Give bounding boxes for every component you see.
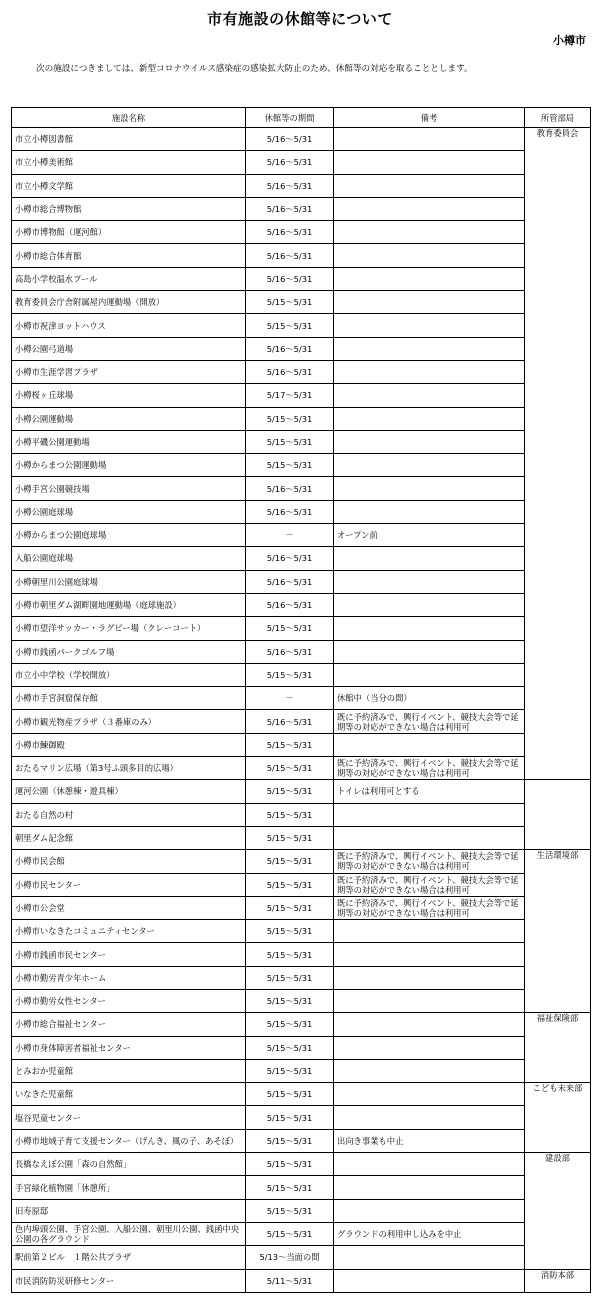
notes-cell: 休館中（当分の間） [334, 687, 525, 710]
facility-name-cell: 小樽手宮公園競技場 [12, 477, 246, 500]
notes-cell: オープン前 [334, 524, 525, 547]
closure-period-cell: 5/15～5/31 [246, 1036, 334, 1059]
header-closure-period: 休館等の期間 [246, 108, 334, 128]
closure-period-cell: 5/16～5/31 [246, 267, 334, 290]
notes-cell [334, 314, 525, 337]
table-row [12, 221, 591, 244]
notes-cell [334, 430, 525, 453]
facility-name-cell: 市立小中学校（学校開放） [12, 663, 246, 686]
closure-period-cell: 5/15～5/31 [246, 617, 334, 640]
closure-period-cell: 5/15～5/31 [246, 803, 334, 826]
closure-period-cell: 5/16～5/31 [246, 547, 334, 570]
table-row [12, 687, 591, 710]
closure-period-cell: 5/15～5/31 [246, 1129, 334, 1152]
facility-name-cell: 手宮緑化植物園「休憩所」 [12, 1176, 246, 1199]
table-row [12, 128, 591, 151]
header-facility-name: 施設名称 [12, 108, 246, 128]
table-row [12, 244, 591, 267]
notes-cell: 既に予約済みで、興行イベント、競技大会等で延期等の対応ができない場合は利用可 [334, 896, 525, 919]
notes-cell: 既に予約済みで、興行イベント、競技大会等で延期等の対応ができない場合は利用可 [334, 710, 525, 733]
notes-cell [334, 384, 525, 407]
table-row [12, 850, 591, 873]
closure-period-cell: 5/15～5/31 [246, 757, 334, 780]
notes-cell [334, 151, 525, 174]
facility-name-cell: 小樽市生涯学習プラザ [12, 360, 246, 383]
closure-period-cell: 5/16～5/31 [246, 128, 334, 151]
table-row [12, 780, 591, 803]
table-row [12, 1013, 591, 1036]
closure-period-cell: 5/15～5/31 [246, 920, 334, 943]
facility-name-cell: 小樽市鰊御殿 [12, 733, 246, 756]
facility-name-cell: 長橋なえぼ公園「森の自然館」 [12, 1153, 246, 1176]
closure-period-cell: 5/15～5/31 [246, 733, 334, 756]
closure-period-cell: 5/15～5/31 [246, 291, 334, 314]
table-body [12, 128, 591, 1293]
facility-name-cell: 市民消防防災研修センター [12, 1269, 246, 1292]
table-header-row [12, 108, 591, 128]
facility-name-cell: 小樽市総合福祉センター [12, 1013, 246, 1036]
table-row [12, 151, 591, 174]
closure-period-cell: 5/16～5/31 [246, 174, 334, 197]
table-row [12, 593, 591, 616]
table-row [12, 989, 591, 1012]
facility-name-cell: 小樽市総合博物館 [12, 197, 246, 220]
department-cell: 生活環境部 [525, 850, 591, 1013]
table-row [12, 663, 591, 686]
facility-name-cell: 小樽朝里川公園庭球場 [12, 570, 246, 593]
notes-cell [334, 547, 525, 570]
notes-cell [334, 1106, 525, 1129]
notes-cell [334, 920, 525, 943]
facility-name-cell: 小樽からまつ公園庭球場 [12, 524, 246, 547]
facility-closure-table [11, 107, 591, 1293]
closure-period-cell: 5/16～5/31 [246, 477, 334, 500]
notes-cell: 出向き事業も中止 [334, 1129, 525, 1152]
notes-cell [334, 221, 525, 244]
department-cell: こども未来部 [525, 1083, 591, 1153]
closure-period-cell: 5/15～5/31 [246, 1153, 334, 1176]
notes-cell [334, 500, 525, 523]
notes-cell [334, 826, 525, 849]
notes-cell [334, 1036, 525, 1059]
notes-cell [334, 407, 525, 430]
notes-cell [334, 1246, 525, 1269]
closure-period-cell: 5/15～5/31 [246, 896, 334, 919]
table-row [12, 500, 591, 523]
table-row [12, 920, 591, 943]
table-row [12, 826, 591, 849]
facility-name-cell: いなきた児童館 [12, 1083, 246, 1106]
table-row [12, 1036, 591, 1059]
closure-period-cell: 5/15～5/31 [246, 1106, 334, 1129]
notes-cell: トイレは利用可とする [334, 780, 525, 803]
closure-period-cell: 5/16～5/31 [246, 570, 334, 593]
table-row [12, 430, 591, 453]
notes-cell [334, 1199, 525, 1222]
table-row [12, 617, 591, 640]
facility-name-cell: 小樽市観光物産プラザ（３番庫のみ） [12, 710, 246, 733]
organization-name: 小樽市 [553, 34, 586, 47]
notes-cell [334, 174, 525, 197]
notes-cell [334, 197, 525, 220]
table-row [12, 733, 591, 756]
closure-period-cell: 5/15～5/31 [246, 1199, 334, 1222]
notes-cell [334, 454, 525, 477]
facility-name-cell: 高島小学校温水プール [12, 267, 246, 290]
facility-name-cell: 小樽市総合体育館 [12, 244, 246, 267]
facility-name-cell: おたるマリン広場（第3号ふ頭多目的広場） [12, 757, 246, 780]
notes-cell: グラウンドの利用申し込みを中止 [334, 1222, 525, 1245]
facility-name-cell: 小樽市朝里ダム湖畔園地運動場（庭球施設） [12, 593, 246, 616]
closure-period-cell: 5/13～当面の間 [246, 1246, 334, 1269]
table-row [12, 360, 591, 383]
closure-period-cell: 5/16～5/31 [246, 197, 334, 220]
table-row [12, 337, 591, 360]
department-cell: 建設部 [525, 1153, 591, 1269]
facility-name-cell: 駅前第２ビル １階公共プラザ [12, 1246, 246, 1269]
facility-name-cell: 小樽桜ヶ丘球場 [12, 384, 246, 407]
facility-name-cell: 小樽市勤労青少年ホーム [12, 966, 246, 989]
facility-name-cell: 市立小樽図書館 [12, 128, 246, 151]
notes-cell [334, 570, 525, 593]
table-row [12, 966, 591, 989]
closure-period-cell: 5/15～5/31 [246, 943, 334, 966]
closure-period-cell: 5/15～5/31 [246, 407, 334, 430]
facility-name-cell: とみおか児童館 [12, 1059, 246, 1082]
header-department: 所管部局 [525, 108, 591, 128]
facility-name-cell: 小樽市地域子育て支援センター（げんき、風の子、あそぼ） [12, 1129, 246, 1152]
closure-period-cell: 5/16～5/31 [246, 151, 334, 174]
notes-cell: 既に予約済みで、興行イベント、競技大会等で延期等の対応ができない場合は利用可 [334, 873, 525, 896]
closure-period-cell: 5/16～5/31 [246, 221, 334, 244]
facility-name-cell: 小樽市身体障害者福祉センター [12, 1036, 246, 1059]
notes-cell [334, 663, 525, 686]
notes-cell [334, 1059, 525, 1082]
notes-cell [334, 1013, 525, 1036]
closure-period-cell: 5/15～5/31 [246, 430, 334, 453]
table-row [12, 1129, 591, 1152]
table-row [12, 524, 591, 547]
notes-cell [334, 989, 525, 1012]
closure-period-cell: 5/17～5/31 [246, 384, 334, 407]
closure-period-cell: － [246, 524, 334, 547]
table-row [12, 1176, 591, 1199]
table-row [12, 197, 591, 220]
facility-name-cell: 小樽市祝津ヨットハウス [12, 314, 246, 337]
closure-period-cell: 5/15～5/31 [246, 873, 334, 896]
facility-name-cell: 小樽市博物館（運河館） [12, 221, 246, 244]
table-row [12, 174, 591, 197]
facility-name-cell: 小樽公園弓道場 [12, 337, 246, 360]
table-row [12, 547, 591, 570]
table-row [12, 896, 591, 919]
closure-period-cell: 5/16～5/31 [246, 360, 334, 383]
notes-cell [334, 267, 525, 290]
notes-cell [334, 593, 525, 616]
closure-period-cell: 5/11～5/31 [246, 1269, 334, 1292]
closure-period-cell: 5/15～5/31 [246, 1176, 334, 1199]
closure-period-cell: 5/16～5/31 [246, 244, 334, 267]
table-row [12, 1246, 591, 1269]
notes-cell [334, 803, 525, 826]
facility-name-cell: 教育委員会庁舎附属屋内運動場（開放） [12, 291, 246, 314]
header-notes: 備考 [334, 108, 525, 128]
notes-cell [334, 244, 525, 267]
table-row [12, 757, 591, 780]
closure-period-cell: 5/15～5/31 [246, 663, 334, 686]
table-row [12, 1106, 591, 1129]
table-row [12, 454, 591, 477]
closure-period-cell: 5/15～5/31 [246, 1013, 334, 1036]
closure-period-cell: 5/16～5/31 [246, 710, 334, 733]
facility-name-cell: 小樽市民会館 [12, 850, 246, 873]
facility-name-cell: 小樽からまつ公園運動場 [12, 454, 246, 477]
closure-period-cell: 5/15～5/31 [246, 454, 334, 477]
closure-period-cell: 5/16～5/31 [246, 337, 334, 360]
facility-name-cell: 小樽市銭函市民センター [12, 943, 246, 966]
notes-cell [334, 733, 525, 756]
intro-text: 次の施設につきましては、新型コロナウイルス感染症の感染拡大防止のため、休館等の対応を取ることとします。 [36, 64, 473, 74]
facility-name-cell: 小樽市いなきたコミュニティセンター [12, 920, 246, 943]
facility-name-cell: 小樽市望洋サッカー・ラグビー場（クレーコート） [12, 617, 246, 640]
notes-cell [334, 617, 525, 640]
facility-name-cell: 小樽公園庭球場 [12, 500, 246, 523]
table-row [12, 384, 591, 407]
facility-name-cell: おたる自然の村 [12, 803, 246, 826]
closure-period-cell: 5/15～5/31 [246, 1222, 334, 1245]
facility-name-cell: 小樽市手宮洞窟保存館 [12, 687, 246, 710]
page-title: 市有施設の休館等について [207, 10, 393, 28]
notes-cell [334, 943, 525, 966]
closure-period-cell: 5/15～5/31 [246, 826, 334, 849]
facility-name-cell: 塩谷児童センター [12, 1106, 246, 1129]
closure-period-cell: － [246, 687, 334, 710]
table-row [12, 710, 591, 733]
notes-cell [334, 966, 525, 989]
table-row [12, 803, 591, 826]
facility-name-cell: 運河公園（休憩棟・遊具棟） [12, 780, 246, 803]
department-cell: 福祉保険部 [525, 1013, 591, 1083]
notes-cell [334, 360, 525, 383]
notes-cell [334, 477, 525, 500]
closure-period-cell: 5/16～5/31 [246, 640, 334, 663]
closure-period-cell: 5/15～5/31 [246, 1083, 334, 1106]
closure-period-cell: 5/15～5/31 [246, 1059, 334, 1082]
facility-name-cell: 朝里ダム記念館 [12, 826, 246, 849]
table-row [12, 1083, 591, 1106]
facility-name-cell: 色内埠頭公園、手宮公園、入船公園、朝里川公園、銭函中央公園の各グラウンド [12, 1222, 246, 1245]
notes-cell [334, 1269, 525, 1292]
table-row [12, 640, 591, 663]
notes-cell: 既に予約済みで、興行イベント、競技大会等で延期等の対応ができない場合は利用可 [334, 757, 525, 780]
facility-name-cell: 小樽市勤労女性センター [12, 989, 246, 1012]
notes-cell [334, 640, 525, 663]
closure-period-cell: 5/16～5/31 [246, 500, 334, 523]
closure-period-cell: 5/15～5/31 [246, 314, 334, 337]
department-cell: 教育委員会 [525, 128, 591, 780]
table-row [12, 570, 591, 593]
department-cell: 消防本部 [525, 1269, 591, 1292]
notes-cell [334, 1153, 525, 1176]
notes-cell [334, 291, 525, 314]
facility-name-cell: 小樽平磯公園運動場 [12, 430, 246, 453]
table-row [12, 1153, 591, 1176]
closure-period-cell: 5/16～5/31 [246, 593, 334, 616]
facility-name-cell: 小樽市公会堂 [12, 896, 246, 919]
notes-cell [334, 1083, 525, 1106]
table-row [12, 314, 591, 337]
table-row [12, 267, 591, 290]
notes-cell [334, 128, 525, 151]
notes-cell [334, 1176, 525, 1199]
table-row [12, 1269, 591, 1292]
facility-name-cell: 入船公園庭球場 [12, 547, 246, 570]
closure-period-cell: 5/15～5/31 [246, 989, 334, 1012]
facility-name-cell: 小樽市民センター [12, 873, 246, 896]
table-row [12, 1199, 591, 1222]
notes-cell [334, 337, 525, 360]
closure-period-cell: 5/15～5/31 [246, 850, 334, 873]
facility-name-cell: 市立小樽文学館 [12, 174, 246, 197]
table-row [12, 943, 591, 966]
closure-period-cell: 5/15～5/31 [246, 966, 334, 989]
facility-name-cell: 市立小樽美術館 [12, 151, 246, 174]
table-row [12, 1059, 591, 1082]
facility-name-cell: 小樽公園運動場 [12, 407, 246, 430]
notes-cell: 既に予約済みで、興行イベント、競技大会等で延期等の対応ができない場合は利用可 [334, 850, 525, 873]
table-row [12, 477, 591, 500]
table-row [12, 873, 591, 896]
closure-period-cell: 5/15～5/31 [246, 780, 334, 803]
facility-name-cell: 旧寿原邸 [12, 1199, 246, 1222]
table-row [12, 1222, 591, 1245]
facility-name-cell: 小樽市銭函パークゴルフ場 [12, 640, 246, 663]
table-row [12, 407, 591, 430]
table-row [12, 291, 591, 314]
